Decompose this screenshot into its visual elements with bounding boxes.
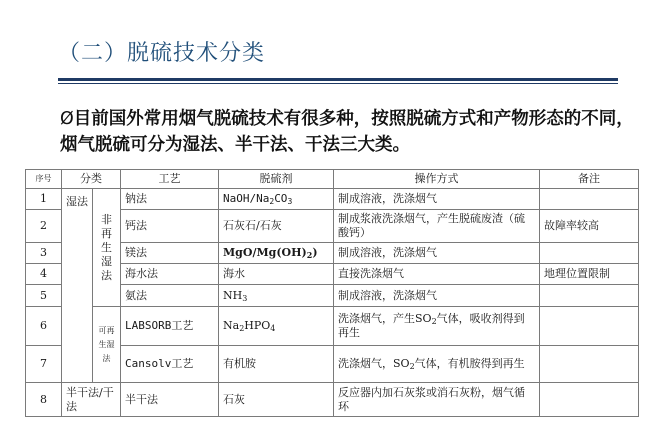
- header-process: 工艺: [121, 170, 219, 189]
- cell-note: 故障率较高: [540, 210, 639, 243]
- cell-process: 半干法: [121, 383, 219, 417]
- cell-process: 海水法: [121, 264, 219, 285]
- cell-agent: NaOH/$Na_2CO_3$: [219, 189, 334, 210]
- cell-process: Cansolv工艺: [121, 346, 219, 383]
- cell-process: 氨法: [121, 285, 219, 307]
- intro-paragraph: [60, 106, 640, 158]
- table-row: [26, 383, 639, 417]
- header-agent: 脱硫剂: [219, 170, 334, 189]
- intro-text: 目前国外常用烟气脱硫技术有很多种，按照脱硫方式和产物形态的不同，烟气脱硫可分为湿法、半干法、干法三大类。: [60, 109, 634, 155]
- cell-operation: 反应器内加石灰浆或消石灰粉，烟气循环: [334, 383, 540, 417]
- cell-agent: MgO/$Mg(OH)_2$): [219, 243, 334, 264]
- cell-agent: $Na_2HPO_4$: [219, 307, 334, 346]
- table-row: [26, 307, 639, 346]
- cell-no: 7: [26, 346, 62, 383]
- bullet-icon: Ø: [60, 109, 74, 129]
- header-no: 序号: [26, 170, 62, 189]
- cell-no: 4: [26, 264, 62, 285]
- cell-note: [540, 189, 639, 210]
- header-note: 备注: [540, 170, 639, 189]
- cell-operation: 制成溶液，洗涤烟气: [334, 285, 540, 307]
- cell-agent: 石灰石/石灰: [219, 210, 334, 243]
- cell-operation: 制成浆液洗涤烟气，产生脱硫废渣（硫酸钙）: [334, 210, 540, 243]
- cell-agent: 有机胺: [219, 346, 334, 383]
- cell-note: [540, 346, 639, 383]
- cell-operation: 直接洗涤烟气: [334, 264, 540, 285]
- title-underline-thick: [58, 78, 618, 81]
- group-nonregen: 非再生湿法: [93, 189, 121, 307]
- table-row: [26, 189, 639, 210]
- cell-note: [540, 307, 639, 346]
- group-regen: 可再生湿法: [93, 307, 121, 383]
- header-category: 分类: [62, 170, 121, 189]
- cell-no: 2: [26, 210, 62, 243]
- cell-no: 3: [26, 243, 62, 264]
- table-header-row: [26, 170, 639, 189]
- header-operation: 操作方式: [334, 170, 540, 189]
- cell-category: 半干法/干法: [62, 383, 121, 417]
- title-underline-thin: [58, 83, 618, 84]
- cell-no: 1: [26, 189, 62, 210]
- group-wet: 湿法: [62, 189, 93, 383]
- cell-operation: 洗涤烟气，产生$SO_2$气体，吸收剂得到再生: [334, 307, 540, 346]
- cell-agent: $NH_3$: [219, 285, 334, 307]
- cell-note: 地理位置限制: [540, 264, 639, 285]
- cell-no: 5: [26, 285, 62, 307]
- cell-agent: 海水: [219, 264, 334, 285]
- desulfurization-table: [25, 169, 639, 417]
- cell-agent: 石灰: [219, 383, 334, 417]
- cell-process: 钠法: [121, 189, 219, 210]
- cell-operation: 制成溶液，洗涤烟气: [334, 243, 540, 264]
- cell-process: 钙法: [121, 210, 219, 243]
- cell-note: [540, 285, 639, 307]
- cell-note: [540, 243, 639, 264]
- cell-operation: 制成溶液，洗涤烟气: [334, 189, 540, 210]
- cell-note: [540, 383, 639, 417]
- cell-operation: 洗涤烟气，$SO_2$气体，有机胺得到再生: [334, 346, 540, 383]
- cell-process: LABSORB工艺: [121, 307, 219, 346]
- cell-no: 8: [26, 383, 62, 417]
- cell-no: 6: [26, 307, 62, 346]
- page-title: （二）脱硫技术分类: [58, 41, 266, 66]
- cell-process: 镁法: [121, 243, 219, 264]
